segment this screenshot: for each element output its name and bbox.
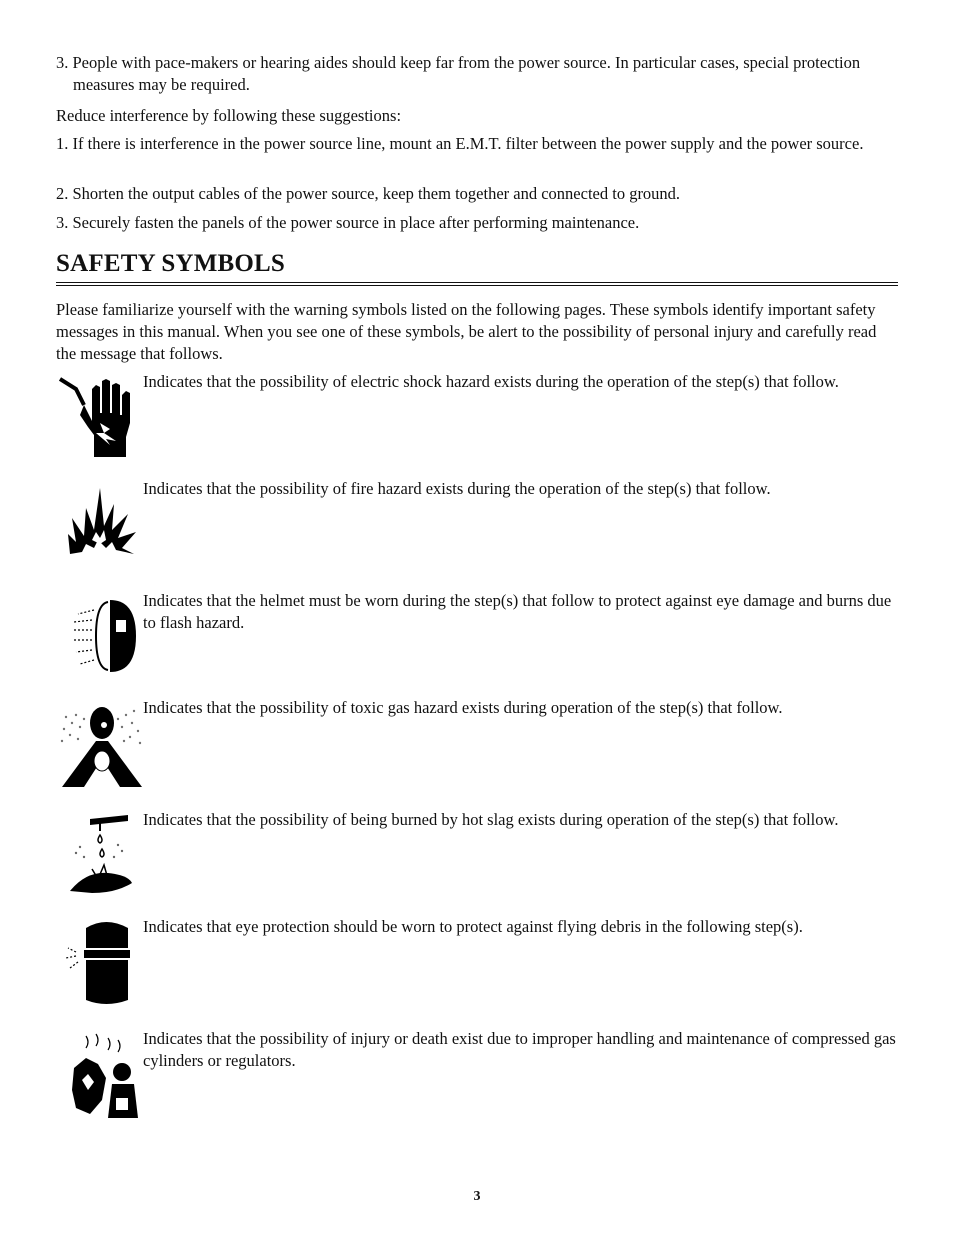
symbol-electric-shock xyxy=(56,371,898,466)
symbol-welding-helmet-text: Indicates that the helmet must be worn during the step(s) that follow to protect against eye damage and burns due to flash hazard. xyxy=(143,591,892,632)
symbol-gas-cylinder xyxy=(56,1028,898,1123)
symbol-fire-hazard xyxy=(56,478,898,573)
suggestion-2: 2. Shorten the output cables of the power source, keep them together and connected to ground. xyxy=(56,184,681,203)
symbol-electric-shock-text: Indicates that the possibility of electric shock hazard exists during the operation of the step(s) that follow. xyxy=(143,372,839,391)
section-description: Please familiarize yourself with the warning symbols listed on the following pages. These symbols identify important safety messages in this manual. When you see one of these symbols, be alert to the possibility of personal injury and carefully read the message that follows. xyxy=(56,300,877,363)
symbol-gas-cylinder-text: Indicates that the possibility of injury or death exist due to improper handling and maintenance of compressed gas cylinders or regulators. xyxy=(143,1029,896,1070)
reduce-interference-lead: Reduce interference by following these suggestions: xyxy=(56,106,402,125)
gas-cylinder-icon xyxy=(56,1028,144,1118)
eye-protection-icon xyxy=(56,916,144,1006)
symbol-eye-protection-text: Indicates that eye protection should be worn to protect against flying debris in the following step(s). xyxy=(143,917,803,936)
symbol-fire-hazard-text: Indicates that the possibility of fire hazard exists during the operation of the step(s) that follow. xyxy=(143,479,771,498)
electric-shock-icon xyxy=(56,371,144,461)
symbol-welding-helmet xyxy=(56,590,898,685)
hot-slag-icon xyxy=(56,809,144,899)
title-rule-bottom xyxy=(56,285,898,286)
symbol-eye-protection xyxy=(56,916,898,1011)
symbol-hot-slag xyxy=(56,809,898,904)
fire-hazard-icon xyxy=(56,478,144,568)
toxic-gas-icon xyxy=(56,697,144,787)
section-title: SAFETY SYMBOLS xyxy=(56,250,286,277)
welding-helmet-icon xyxy=(56,590,144,680)
page-number: 3 xyxy=(473,1189,481,1204)
symbol-toxic-gas-text: Indicates that the possibility of toxic gas hazard exists during operation of the step(s) that follow. xyxy=(143,698,783,717)
symbol-toxic-gas xyxy=(56,697,898,792)
suggestion-1: 1. If there is interference in the power source line, mount an E.M.T. filter between the power supply and the power source. xyxy=(56,134,864,153)
symbol-hot-slag-text: Indicates that the possibility of being burned by hot slag exists during operation of the step(s) that follow. xyxy=(143,810,839,829)
title-rule-top xyxy=(56,282,898,283)
suggestion-3: 3. Securely fasten the panels of the power source in place after performing maintenance. xyxy=(56,213,640,232)
interference-item-3: 3. People with pace-makers or hearing aides should keep far from the power source. In particular cases, special protection measures may be required. xyxy=(56,53,861,94)
